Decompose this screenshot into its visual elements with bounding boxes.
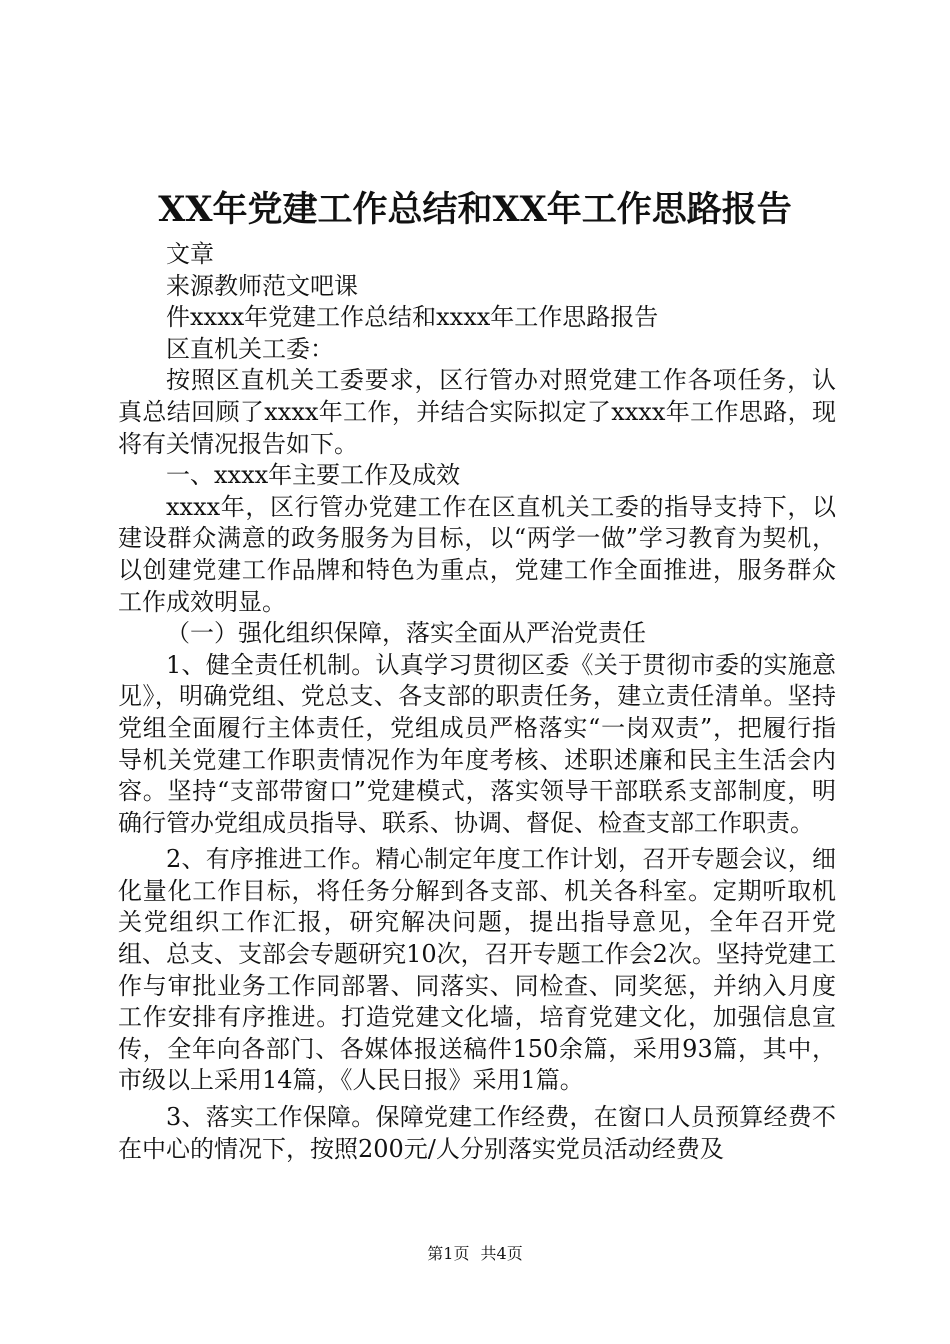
page-total: 共4页 bbox=[480, 1244, 523, 1263]
paragraph-item-2: 2、有序推进工作。精心制定年度工作计划，召开专题会议，细化量化工作目标，将任务分解到各支部、机关各科室。定期听取机关党组织工作汇报，研究解决问题，提出指导意见，全年召开党组、总支、支部会专题研究10次，召开专题工作会2次。坚持党建工作与审批业务工作同部署、同落实、同检查、同奖惩，并纳入月度工作安排有序推进。打造党建文化墙，培育党建文化，加强信息宣传，全年向各部门、各媒体报送稿件150余篇，采用93篇，其中，市级以上采用14篇，《人民日报》采用1篇。 bbox=[118, 845, 836, 1095]
document-body bbox=[118, 239, 836, 1165]
paragraph-item-1: 1、健全责任机制。认真学习贯彻区委《关于贯彻市委的实施意见》，明确党组、党总支、各支部的职责任务，建立责任清单。坚持党组全面履行主体责任，党组成员严格落实“一岗双责”，把履行指导机关党建工作职责情况作为年度考核、述职述廉和民主生活会内容。坚持“支部带窗口”党建模式，落实领导干部联系支部制度，明确行管办党组成员指导、联系、协调、督促、检查支部工作职责。 bbox=[118, 650, 836, 837]
paragraph-recipient: 区直机关工委： bbox=[166, 334, 334, 363]
document-title: XX年党建工作总结和XX年工作思路报告 bbox=[158, 189, 792, 230]
page-number: 第1页 bbox=[427, 1244, 470, 1263]
paragraph-source-3: 件xxxx年党建工作总结和xxxx年工作思路报告 bbox=[166, 303, 659, 332]
page-footer bbox=[0, 1243, 950, 1265]
subsection-heading-1: （一）强化组织保障，落实全面从严治党责任 bbox=[166, 619, 646, 648]
paragraph-item-3: 3、落实工作保障。保障党建工作经费，在窗口人员预算经费不在中心的情况下，按照200元/人分别落实党员活动经费及 bbox=[118, 1103, 836, 1163]
paragraph-source-2: 来源教师范文吧课 bbox=[166, 271, 358, 300]
paragraph-source-1: 文章 bbox=[166, 240, 214, 268]
paragraph-intro: 按照区直机关工委要求，区行管办对照党建工作各项任务，认真总结回顾了xxxx年工作，并结合实际拟定了xxxx年工作思路，现将有关情况报告如下。 bbox=[118, 366, 836, 458]
section-heading-1: 一、xxxx年主要工作及成效 bbox=[166, 461, 461, 490]
paragraph-summary: xxxx年，区行管办党建工作在区直机关工委的指导支持下，以建设群众满意的政务服务为目标，以“两学一做”学习教育为契机，以创建党建工作品牌和特色为重点，党建工作全面推进，服务群众工作成效明显。 bbox=[118, 492, 836, 616]
